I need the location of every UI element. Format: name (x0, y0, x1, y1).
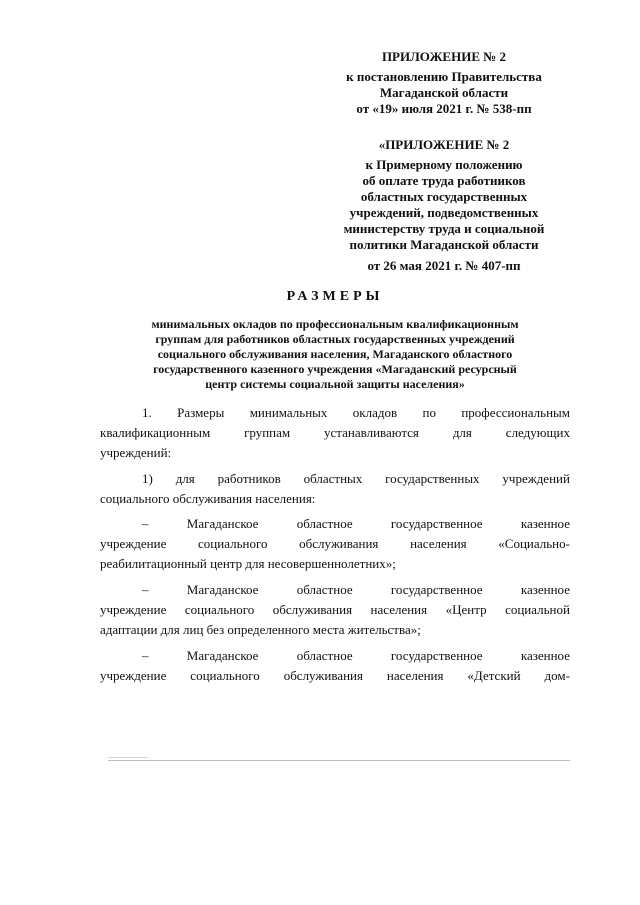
word: для (175, 471, 195, 486)
word: для (452, 425, 472, 440)
paragraph-line (100, 602, 570, 622)
word: «Социально- (498, 536, 570, 551)
paragraph-line (100, 582, 570, 602)
paragraph-line: социального обслуживания населения: (100, 491, 316, 506)
subtitle-line: центр системы социальной защиты населения» (205, 377, 465, 391)
word: обслуживания (299, 536, 379, 551)
word: обслуживания (272, 602, 353, 617)
inner-appendix-header (318, 137, 570, 274)
document-subtitle (100, 317, 570, 392)
word: «Детский (467, 668, 521, 683)
list-item (100, 516, 570, 576)
word: учреждение (100, 668, 167, 683)
inner-appendix-line: политики Магаданской области (349, 237, 539, 252)
paragraph-line: адаптации для лиц без определенного места жительства»; (100, 622, 421, 637)
subtitle-line: государственного казенного учреждения «Магаданский ресурсный (153, 362, 517, 376)
word: работников (217, 471, 281, 486)
word: областное (296, 648, 353, 663)
word: областное (296, 516, 353, 531)
word: казенное (520, 582, 570, 597)
word: государственных (385, 471, 480, 486)
word: населения (370, 602, 428, 617)
page-divider (108, 760, 570, 761)
dash: – (142, 648, 149, 663)
word: социальной (505, 602, 570, 617)
word: дом- (544, 668, 570, 683)
word: государственное (390, 582, 483, 597)
appendix-line: к постановлению Правительства (346, 69, 542, 84)
word: группам (244, 425, 291, 440)
word: «Центр (445, 602, 487, 617)
inner-appendix-line: учреждений, подведомственных (349, 205, 539, 220)
word: государственное (390, 648, 483, 663)
word: окладов (352, 405, 398, 420)
paragraph-2 (100, 471, 570, 511)
word: профессиональным (461, 405, 570, 420)
appendix-header (318, 49, 570, 117)
inner-appendix-line: к Примерному положению (365, 157, 523, 172)
paragraph-line (100, 536, 570, 556)
paragraph-line (100, 471, 570, 491)
appendix-title: ПРИЛОЖЕНИЕ № 2 (381, 49, 507, 64)
inner-appendix-line: министерству труда и социальной (343, 221, 545, 236)
subtitle-line: группам для работников областных государственных учреждений (155, 332, 515, 346)
list-item (100, 648, 570, 688)
word: населения (386, 668, 444, 683)
word: социального (184, 602, 255, 617)
paragraph-line (100, 668, 570, 688)
word: социального (190, 668, 260, 683)
paragraph-line (100, 516, 570, 536)
inner-appendix-title: «ПРИЛОЖЕНИЕ № 2 (378, 137, 510, 152)
word: учреждение (100, 536, 167, 551)
word: государственное (390, 516, 483, 531)
word: Магаданское (186, 582, 259, 597)
word: учреждение (100, 602, 167, 617)
inner-appendix-line: областных государственных (360, 189, 528, 204)
appendix-line: Магаданской области (379, 85, 509, 100)
word: казенное (520, 516, 570, 531)
dash: – (142, 582, 149, 597)
word: Магаданское (186, 648, 259, 663)
list-item (100, 582, 570, 642)
word: казенное (520, 648, 570, 663)
subtitle-line: социального обслуживания населения, Магаданского областного (157, 347, 513, 361)
word: областное (296, 582, 353, 597)
word: социального (198, 536, 268, 551)
paragraph-line (100, 648, 570, 668)
word: населения (410, 536, 467, 551)
word: следующих (505, 425, 570, 440)
word: обслуживания (283, 668, 363, 683)
word: Размеры (177, 405, 225, 420)
scan-artifact (108, 757, 148, 758)
inner-appendix-line: об оплате труда работников (362, 173, 526, 188)
paragraph-1 (100, 405, 570, 465)
paragraph-line: учреждений: (100, 445, 172, 460)
word: устанавливаются (324, 425, 419, 440)
paragraph-line: реабилитационный центр для несовершеннолетних»; (100, 556, 396, 571)
document-title: РАЗМЕРЫ (286, 289, 384, 304)
word: квалификационным (100, 425, 211, 440)
word: 1) (142, 471, 153, 486)
word: по (422, 405, 436, 420)
dash: – (142, 516, 149, 531)
word: областных (303, 471, 363, 486)
word: 1. (142, 405, 152, 420)
word: минимальных (249, 405, 328, 420)
paragraph-line (100, 405, 570, 425)
appendix-line: от «19» июля 2021 г. № 538-пп (356, 101, 532, 116)
word: Магаданское (186, 516, 259, 531)
inner-appendix-date: от 26 мая 2021 г. № 407-пп (367, 258, 521, 273)
subtitle-line: минимальных окладов по профессиональным квалификационным (151, 317, 519, 331)
paragraph-line (100, 425, 570, 445)
word: учреждений (502, 471, 570, 486)
